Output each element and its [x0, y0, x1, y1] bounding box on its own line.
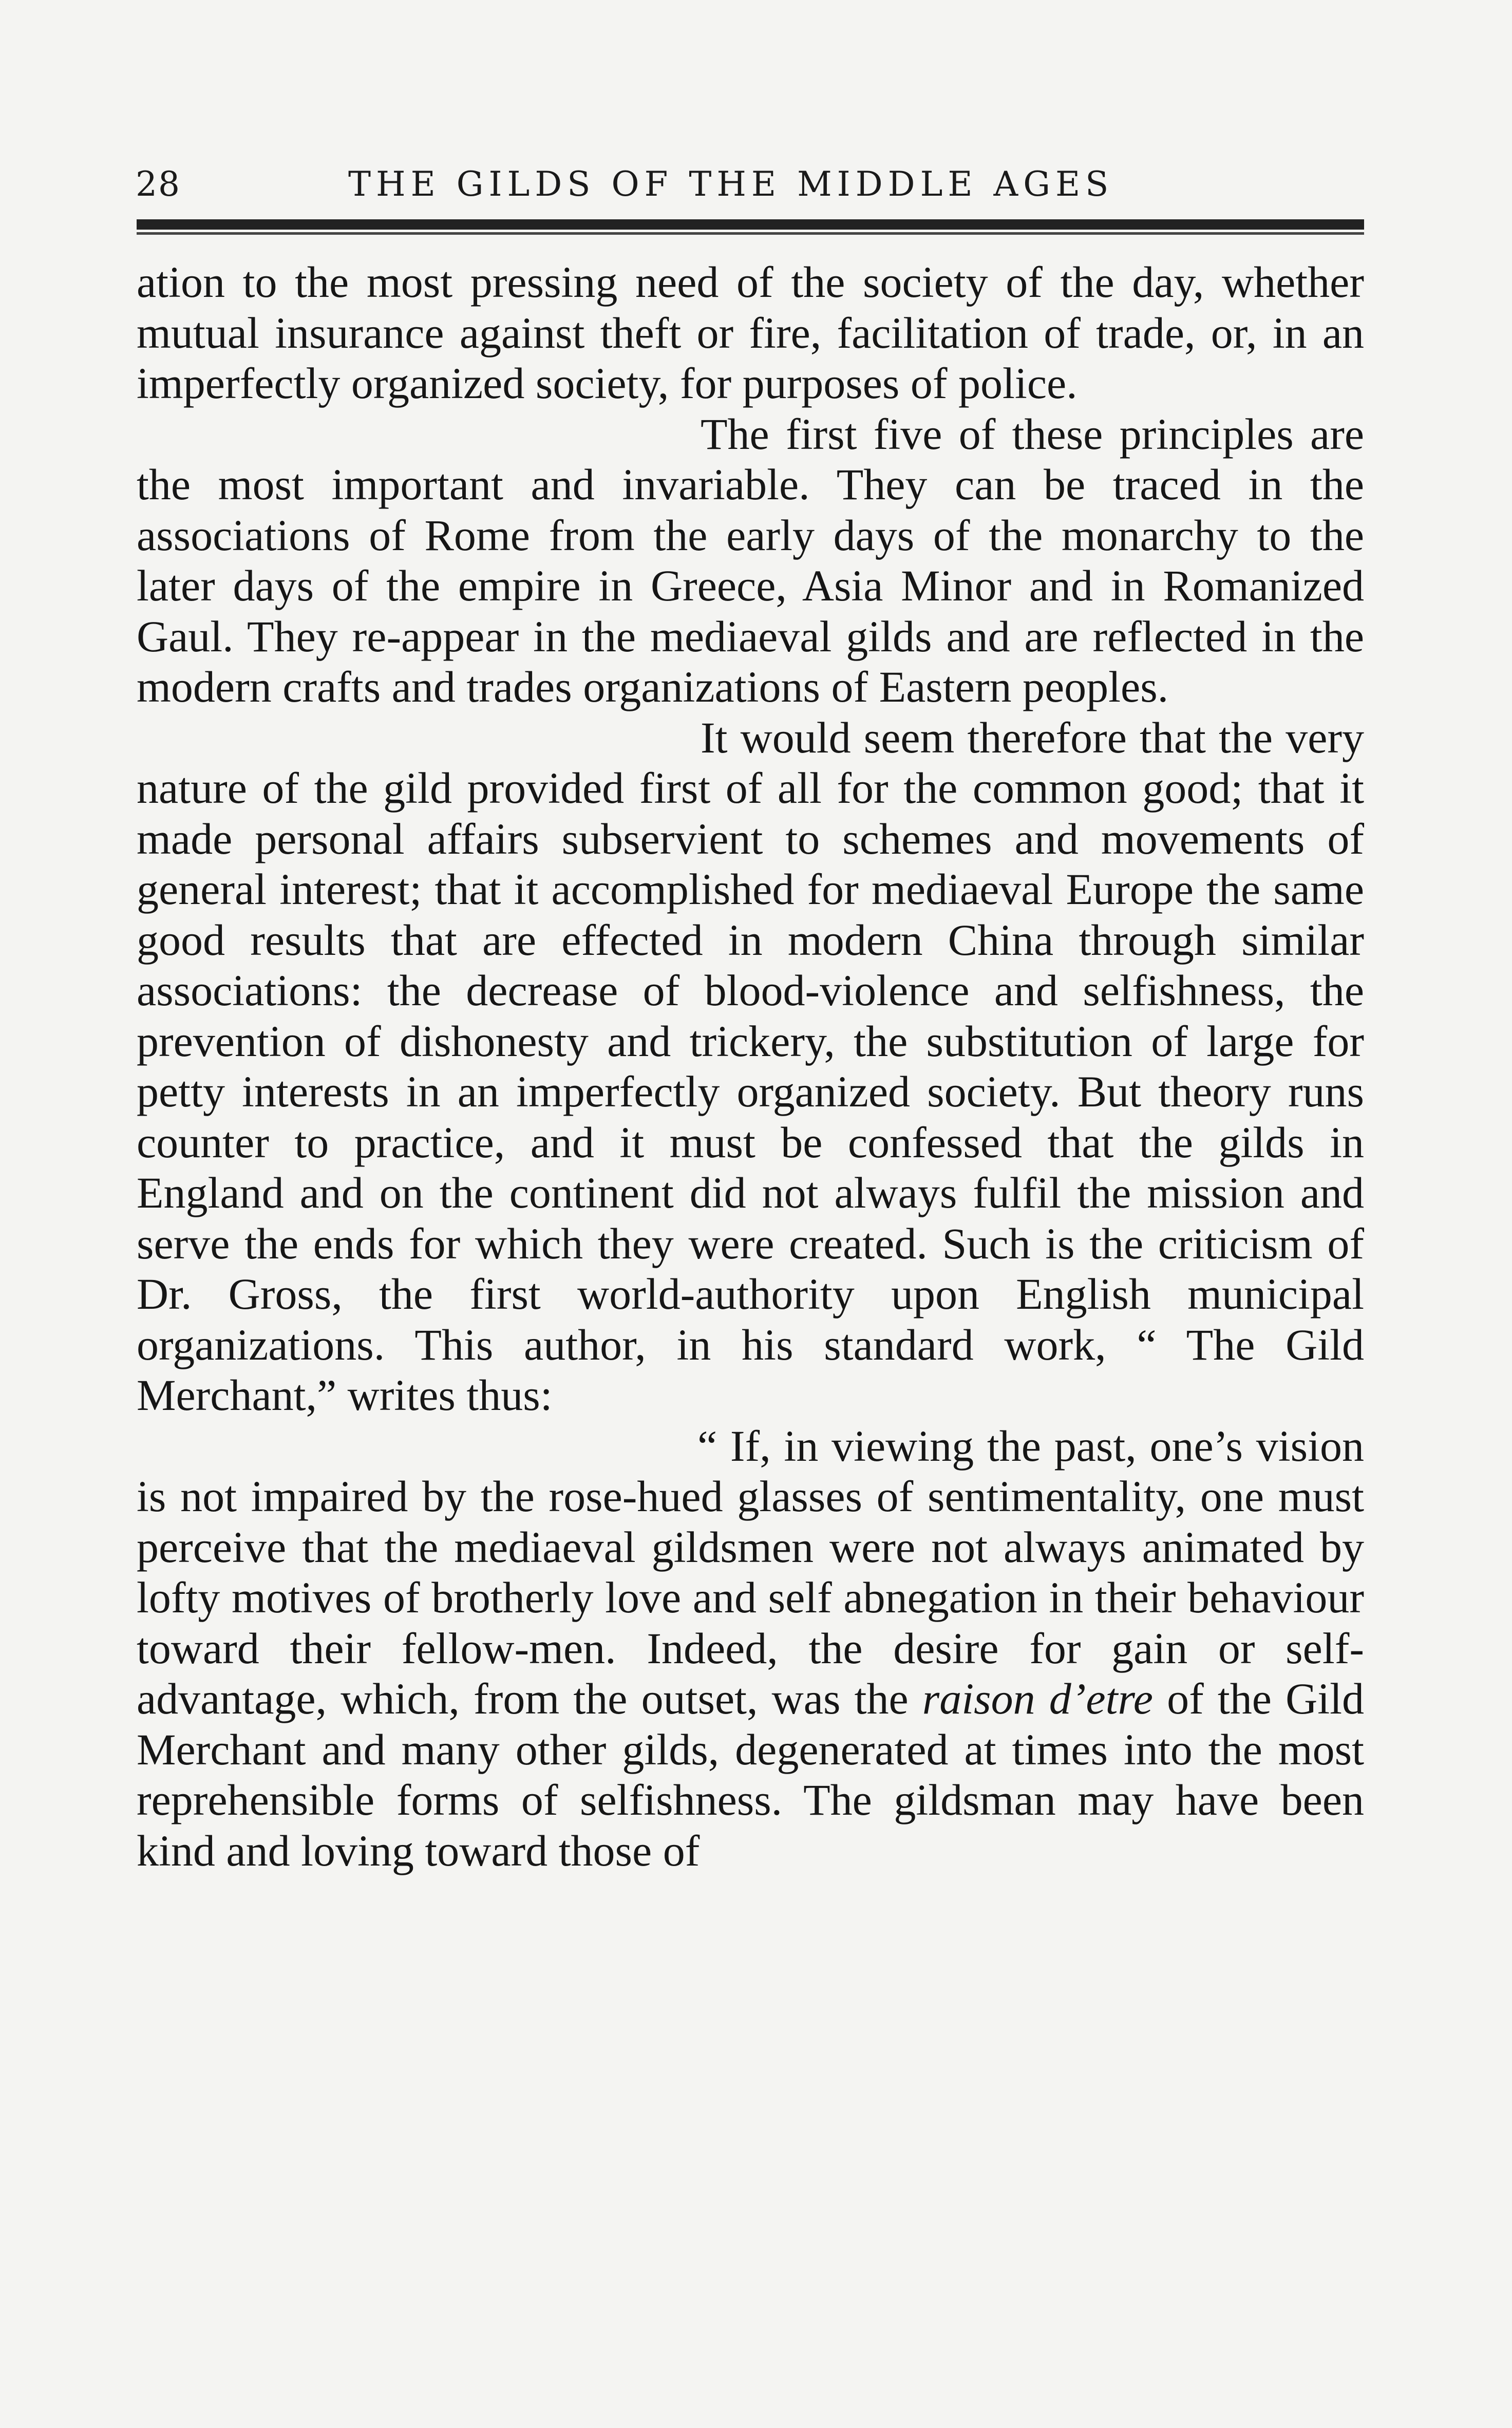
quotation-text-end: of the Gild Merchant and many other gilds, degenerated at times into the most reprehensible forms of selfishness. The gildsman may have been kind and loving toward those of [137, 1674, 1364, 1875]
quotation-text-start: “ If, in viewing the past, one’s vision is not impaired by the rose-hued glasses of sentimentality, one must perceive that the mediaeval gildsmen were not always animated by lofty motives of brotherly love and self abnegation in their behaviour toward their fellow-men. Indeed, the desire for gain or self-advantage, which, from the outset, was the [137, 1421, 1364, 1723]
running-title: THE GILDS OF THE MIDDLE AGES [348, 164, 1114, 204]
header-rule-thick [137, 219, 1364, 230]
paragraph-principles: The first five of these principles are the most important and invariable. They can be traced in the associations of Rome from the early days of the monarchy to the later days of the empire in Greece, Asia Minor and in Romanized Gaul. They re-appear in the mediaeval gilds and are reflected in the modern crafts and trades organizations of Eastern peoples. [137, 409, 1364, 711]
paragraph-continuation: ation to the most pressing need of the society of the day, whether mutual insurance against theft or fire, facilitation of trade, or, in an imperfectly organized society, for purposes of police. [137, 257, 1364, 408]
page-number: 28 [136, 164, 181, 204]
quotation-paragraph [137, 1421, 1364, 1876]
body-text [137, 257, 1364, 1876]
paragraph-common-good: It would seem therefore that the very nature of the gild provided first of all for the common good; that it made personal affairs subservient to schemes and movements of general interest; that it accomplished for mediaeval Europe the same good results that are effected in modern China through similar associations: the decrease of blood-violence and selfishness, the prevention of dishonesty and trickery, the substitution of large for petty interests in an imperfectly organized society. But theory runs counter to practice, and it must be confessed that the gilds in England and on the continent did not always fulfil the mission and serve the ends for which they were created. Such is the criticism of Dr. Gross, the first world-authority upon English municipal organizations. This author, in his standard work, “ The Gild Merchant,” writes thus: [137, 712, 1364, 1420]
running-head [135, 154, 1367, 216]
header-rule-thin [137, 232, 1364, 235]
quotation-italic-phrase: raison d’etre [922, 1674, 1153, 1723]
